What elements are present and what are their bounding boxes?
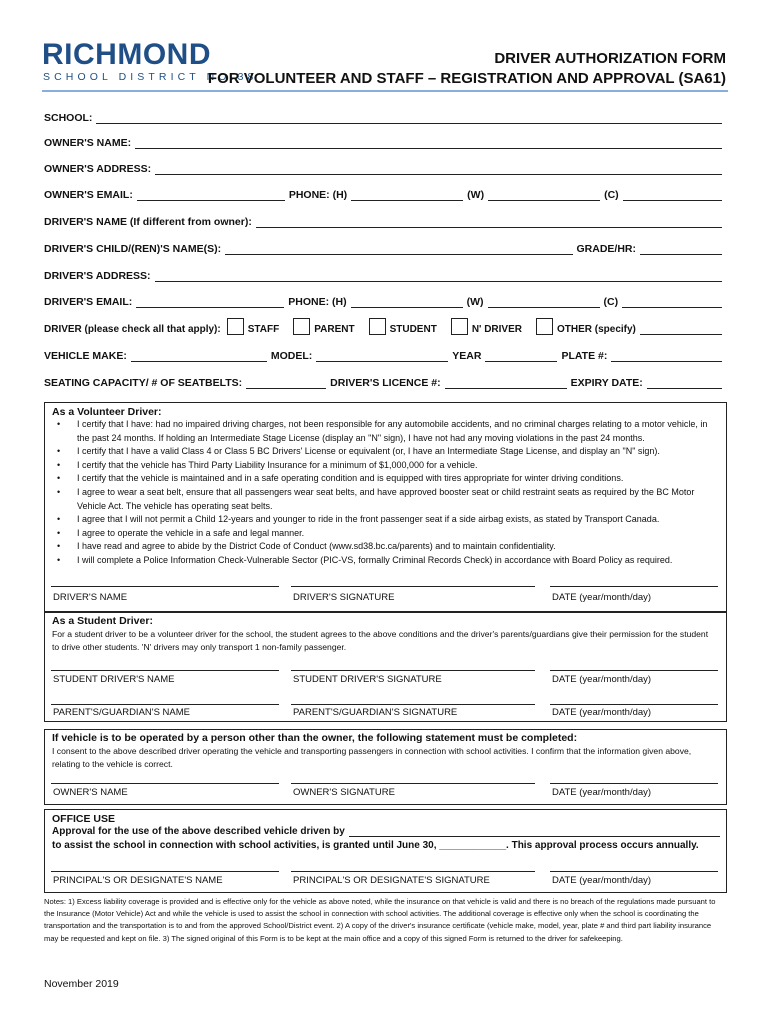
volunteer-bullet: • I certify that the vehicle is maintained and in a safe operating condition and is equipped with tires appropriate for winter driving conditions. xyxy=(77,472,717,486)
year-field[interactable] xyxy=(485,350,557,362)
driver-type-label: DRIVER (please check all that apply): xyxy=(44,324,221,335)
licence-label: DRIVER'S LICENCE #: xyxy=(330,377,441,389)
owners-phone-h-label: PHONE: (H) xyxy=(288,189,348,201)
drivers-phone-c-field[interactable] xyxy=(622,296,722,308)
other-operator-text: I consent to the above described driver operating the vehicle and transporting passengers in connection with school activities. I confirm that the information given above, relating to the vehicle is correct. xyxy=(52,746,692,769)
volunteer-bullets xyxy=(51,418,717,568)
volunteer-bullet: • I certify that the vehicle has Third Party Liability Insurance for a minimum of $1,000,000 for a vehicle. xyxy=(77,459,717,473)
office-use-title: OFFICE USE xyxy=(52,813,116,825)
volunteer-bullet: • I agree to operate the vehicle in a safe and legal manner. xyxy=(77,527,717,541)
student-signature-line[interactable] xyxy=(291,670,535,671)
parent-signature-label: PARENT'S/GUARDIAN'S SIGNATURE xyxy=(293,707,458,718)
other-operator-title: If vehicle is to be operated by a person other than the owner, the following statement must be completed: xyxy=(52,732,578,744)
plate-label: PLATE #: xyxy=(561,350,608,362)
seating-field[interactable] xyxy=(246,377,326,389)
parent-date-line[interactable] xyxy=(550,704,718,705)
owners-contact-row xyxy=(44,185,726,201)
vehicle-row xyxy=(44,346,726,362)
owner-signature-label: OWNER'S SIGNATURE xyxy=(293,787,395,798)
grade-label: GRADE/HR: xyxy=(576,243,636,255)
volunteer-bullet: • I certify that I have: had no impaired driving charges, not been responsible for any automobile accidents, and no criminal charges relating to a motor vehicle, in the past 24 months. If holding an Intermediate Stage License (display an "N" sign), I have not had any moving violations in the past 24 months. xyxy=(77,418,717,445)
office-approval-line xyxy=(52,826,720,837)
form-subtitle: FOR VOLUNTEER AND STAFF – REGISTRATION AND APPROVAL (SA61) xyxy=(207,70,726,87)
plate-field[interactable] xyxy=(611,350,722,362)
volunteer-title: As a Volunteer Driver: xyxy=(52,406,162,418)
principal-date-line[interactable] xyxy=(550,871,718,872)
approved-driver-field[interactable] xyxy=(349,826,720,837)
logo-richmond: RICHMOND xyxy=(42,38,211,71)
principal-name-label: PRINCIPAL'S OR DESIGNATE'S NAME xyxy=(53,875,223,886)
n-driver-checkbox[interactable] xyxy=(451,318,468,335)
student-name-line[interactable] xyxy=(51,670,279,671)
drivers-signature-label: DRIVER'S SIGNATURE xyxy=(293,592,395,603)
student-date-label: DATE (year/month/day) xyxy=(552,674,652,685)
parent-label: PARENT xyxy=(314,324,355,335)
student-label: STUDENT xyxy=(389,324,437,335)
other-label: OTHER (specify) xyxy=(556,324,636,335)
drivers-phone-w-label: (W) xyxy=(466,296,484,308)
owner-name-line[interactable] xyxy=(51,783,279,784)
drivers-contact-row xyxy=(44,292,726,308)
student-text: For a student driver to be a volunteer driver for the school, the student agrees to the above conditions and the driver's parents/guardians give their permission for the student to drive other students. 'N' drivers may only transport 1 non-family passenger. xyxy=(52,629,709,652)
owners-name-label: OWNER'S NAME: xyxy=(44,137,132,149)
owner-date-label: DATE (year/month/day) xyxy=(552,787,652,798)
office-use-section xyxy=(44,809,727,893)
staff-label: STAFF xyxy=(247,324,280,335)
licence-row xyxy=(44,373,726,389)
logo-subtitle: SCHOOL DISTRICT NO.38 xyxy=(43,71,258,83)
parent-date-label: DATE (year/month/day) xyxy=(552,707,652,718)
drivers-address-field[interactable] xyxy=(155,270,722,282)
owners-phone-w-label: (W) xyxy=(467,189,485,201)
drivers-name-field[interactable] xyxy=(256,216,722,228)
school-label: SCHOOL: xyxy=(44,112,93,124)
student-checkbox[interactable] xyxy=(369,318,386,335)
student-section xyxy=(44,612,727,722)
drivers-name-label: DRIVER'S NAME (If different from owner): xyxy=(44,216,252,228)
principal-name-line[interactable] xyxy=(51,871,279,872)
owners-address-field[interactable] xyxy=(155,163,722,175)
drivers-children-label: DRIVER'S CHILD/(REN)'S NAME(S): xyxy=(44,243,222,255)
drivers-signature-line[interactable] xyxy=(291,586,535,587)
owners-name-field[interactable] xyxy=(135,137,722,149)
volunteer-bullet: • I will complete a Police Information Check-Vulnerable Sector (PIC-VS, formally Criminal Records Check) in accordance with Board Policy as required. xyxy=(77,554,717,568)
drivers-address-label: DRIVER'S ADDRESS: xyxy=(44,270,151,282)
student-date-line[interactable] xyxy=(550,670,718,671)
expiry-field[interactable] xyxy=(647,377,722,389)
staff-checkbox[interactable] xyxy=(227,318,244,335)
drivers-children-row xyxy=(44,239,726,255)
owners-email-label: OWNER'S EMAIL: xyxy=(44,189,133,201)
drivers-email-field[interactable] xyxy=(136,296,284,308)
other-checkbox[interactable] xyxy=(536,318,553,335)
volunteer-bullet: • I agree to wear a seat belt, ensure that all passengers wear seat belts, and have approved booster seat or child restraint seats as required by the BC Motor Vehicle Act. The vehicle has operating seat belts. xyxy=(77,486,717,513)
volunteer-bullet: • I agree that I will not permit a Child 12-years and younger to ride in the front passenger seat if a side airbag exists, as stated by Transport Canada. xyxy=(77,513,717,527)
principal-date-label: DATE (year/month/day) xyxy=(552,875,652,886)
form-title: DRIVER AUTHORIZATION FORM xyxy=(494,50,726,67)
n-driver-label: N' DRIVER xyxy=(471,324,522,335)
vehicle-make-field[interactable] xyxy=(131,350,267,362)
owner-date-line[interactable] xyxy=(550,783,718,784)
owners-phone-c-field[interactable] xyxy=(623,189,722,201)
drivers-phone-h-field[interactable] xyxy=(351,296,463,308)
volunteer-bullet: • I have read and agree to abide by the District Code of Conduct (www.sd38.bc.ca/parents) and to maintain confidentiality. xyxy=(77,540,717,554)
other-operator-section xyxy=(44,729,727,805)
drivers-children-field[interactable] xyxy=(225,243,572,255)
seating-label: SEATING CAPACITY/ # OF SEATBELTS: xyxy=(44,377,243,389)
principal-signature-label: PRINCIPAL'S OR DESIGNATE'S SIGNATURE xyxy=(293,875,490,886)
model-label: MODEL: xyxy=(270,350,313,362)
header-rule xyxy=(42,90,728,92)
student-name-label: STUDENT DRIVER'S NAME xyxy=(53,674,175,685)
office-approval-text-2: to assist the school in connection with school activities, is granted until June 30, ____________. This approval process occurs annually. xyxy=(52,840,699,851)
owners-phone-h-field[interactable] xyxy=(351,189,463,201)
footer-date: November 2019 xyxy=(44,978,119,990)
owners-phone-w-field[interactable] xyxy=(488,189,600,201)
drivers-date-label: DATE (year/month/day) xyxy=(552,592,652,603)
parent-name-label: PARENT'S/GUARDIAN'S NAME xyxy=(53,707,190,718)
notes-text: Notes: 1) Excess liability coverage is provided and is effective only for the vehicle as above noted, while the insurance on that vehicle is valid and there is no breach of the regulations made pursuant to the Insurance (Motor Vehicle) Act and while the vehicle is used to assist the school in connection with school activities. The additional coverage is effective only when the school is coordinating the transportation and the transportation is to and from the approved School/District event. 2) A copy of the driver's insurance certificate (vehicle make, model, year, plate # and third part liability insurance may be requested and kept on file. 3) The signed original of this Form is to be kept at the main office and a copy of this signed Form is returned to the driver for safekeeping. xyxy=(44,897,716,943)
parent-checkbox[interactable] xyxy=(293,318,310,335)
school-field[interactable] xyxy=(96,112,722,124)
volunteer-section xyxy=(44,402,727,612)
student-signature-label: STUDENT DRIVER'S SIGNATURE xyxy=(293,674,442,685)
model-field[interactable] xyxy=(316,350,448,362)
driver-type-row xyxy=(44,319,726,335)
drivers-email-label: DRIVER'S EMAIL: xyxy=(44,296,133,308)
parent-signature-line[interactable] xyxy=(291,704,535,705)
expiry-label: EXPIRY DATE: xyxy=(570,377,643,389)
owner-name-label: OWNER'S NAME xyxy=(53,787,128,798)
office-approval-text: Approval for the use of the above described vehicle driven by xyxy=(52,826,345,837)
year-label: YEAR xyxy=(452,350,482,362)
other-specify-field[interactable] xyxy=(640,323,722,335)
drivers-name-signature-line[interactable] xyxy=(51,586,279,587)
parent-name-line[interactable] xyxy=(51,704,279,705)
owners-address-row xyxy=(44,159,726,175)
drivers-address-row xyxy=(44,266,726,282)
drivers-date-line[interactable] xyxy=(550,586,718,587)
principal-signature-line[interactable] xyxy=(291,871,535,872)
drivers-name-sig-label: DRIVER'S NAME xyxy=(53,592,128,603)
licence-field[interactable] xyxy=(445,377,567,389)
drivers-phone-c-label: (C) xyxy=(603,296,619,308)
grade-field[interactable] xyxy=(640,243,722,255)
drivers-phone-h-label: PHONE: (H) xyxy=(288,296,347,308)
drivers-phone-w-field[interactable] xyxy=(488,296,600,308)
volunteer-bullet: • I certify that I have a valid Class 4 or Class 5 BC Drivers' License or equivalent (or, I have an Intermediate Stage License, and display an "N" sign). xyxy=(77,445,717,459)
vehicle-make-label: VEHICLE MAKE: xyxy=(44,350,127,362)
owner-signature-line[interactable] xyxy=(291,783,535,784)
owners-address-label: OWNER'S ADDRESS: xyxy=(44,163,152,175)
school-row xyxy=(44,108,726,124)
owners-email-field[interactable] xyxy=(137,189,285,201)
owners-name-row xyxy=(44,133,726,149)
drivers-name-row xyxy=(44,212,726,228)
owners-phone-c-label: (C) xyxy=(604,189,619,201)
student-title: As a Student Driver: xyxy=(52,615,153,627)
